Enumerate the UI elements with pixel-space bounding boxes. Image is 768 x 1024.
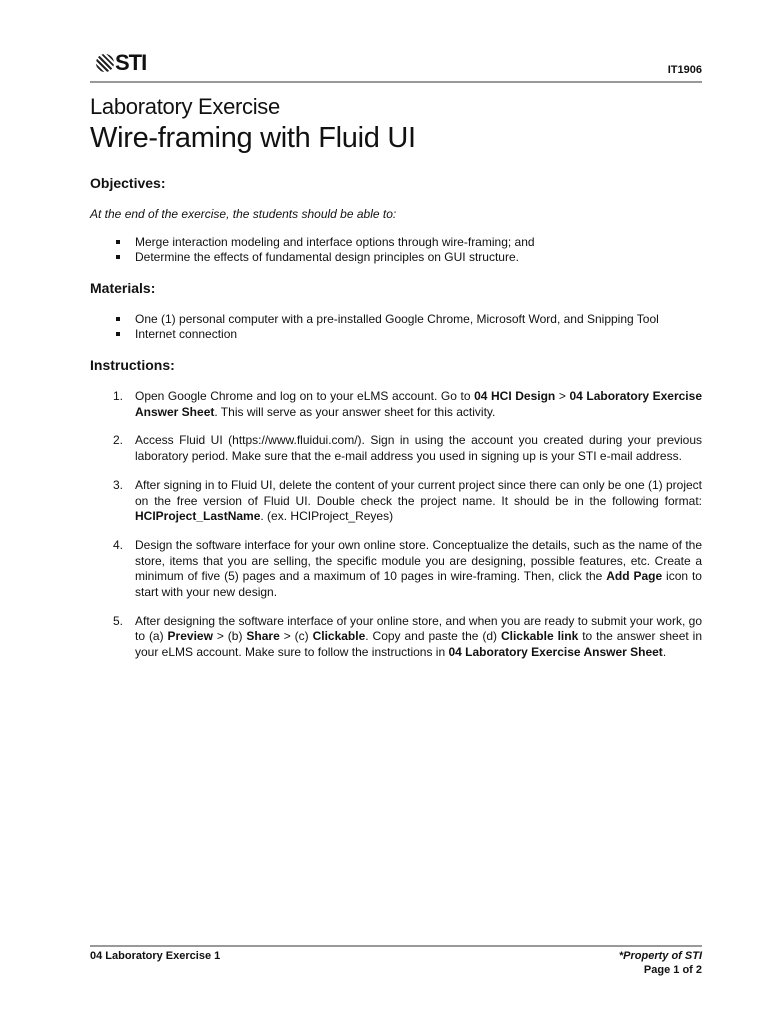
- text: After signing in to Fluid UI, delete the content of your current project since there can only be one (1) project on the free version of Fluid UI. Double check the project name. It should be in the following format:: [135, 477, 702, 508]
- bold-text: 04 HCI Design: [474, 389, 556, 403]
- bold-text: Share: [246, 629, 280, 644]
- materials-list: [116, 312, 659, 342]
- bold-text: Clickable link: [500, 629, 579, 644]
- materials-heading: Materials:: [90, 280, 156, 296]
- instructions-heading: Instructions:: [90, 357, 175, 373]
- objectives-list: [116, 235, 535, 265]
- bold-text: HCIProject_LastName: [135, 509, 261, 524]
- instruction-item: [113, 433, 702, 464]
- list-item: One (1) personal computer with a pre-installed Google Chrome, Microsoft Word, and Snipping Tool: [116, 312, 659, 327]
- course-code: IT1906: [667, 64, 702, 76]
- text: . (ex. HCIProject_Reyes): [260, 509, 394, 524]
- globe-icon: [96, 54, 114, 72]
- text: to the answer sheet in your eLMS account. Make sure to follow the instructions in: [135, 629, 703, 660]
- item-number: 4.: [113, 537, 124, 552]
- item-number: 2.: [113, 433, 124, 448]
- bold-text: Add Page: [606, 569, 663, 584]
- header-rule: [90, 81, 702, 83]
- text: Open Google Chrome and log on to your eLMS account. Go to: [135, 389, 475, 403]
- item-number: 1.: [113, 389, 124, 403]
- bold-text: Clickable: [312, 629, 366, 644]
- instruction-item: [113, 538, 702, 601]
- logo-text: STI: [115, 50, 147, 75]
- document-subtitle: Laboratory Exercise: [90, 94, 280, 119]
- list-item: Internet connection: [116, 327, 659, 342]
- item-number: 5.: [113, 613, 124, 628]
- text: . Copy and paste the (d): [365, 629, 501, 644]
- instruction-item: [113, 478, 702, 525]
- text: .: [662, 645, 667, 660]
- footer-doc-name: 04 Laboratory Exercise 1: [90, 950, 221, 962]
- text: > (b): [212, 629, 247, 644]
- list-item: Merge interaction modeling and interface options through wire-framing; and: [116, 235, 535, 250]
- document-title: Wire-framing with Fluid UI: [90, 122, 416, 154]
- instruction-item: [113, 614, 702, 661]
- footer-page-number: Page 1 of 2: [643, 964, 702, 976]
- text: Design the software interface for your own online store. Conceptualize the details, such as the name of the store, items that you are selling, the specific module you are designing, possible features, etc. Create a minimum of five (5) pages and a maximum of 10 pages in wire-framing. Then, click the: [135, 537, 702, 584]
- objectives-intro: At the end of the exercise, the students should be able to:: [90, 207, 397, 221]
- text: After designing the software interface of your online store, and when you are ready to submit your work, go to (a): [135, 613, 702, 644]
- bold-text: 04 Laboratory Exercise Answer Sheet: [448, 645, 663, 660]
- item-number: 3.: [113, 477, 124, 492]
- text: Access Fluid UI (https://www.fluidui.com/). Sign in using the account you created during your previous laboratory period. Make sure that the e-mail address you used in signing up is your STI e-mail address.: [135, 433, 702, 464]
- bold-text: Preview: [167, 629, 213, 644]
- objectives-heading: Objectives:: [90, 175, 166, 191]
- text: . This will serve as your answer sheet for this activity.: [214, 404, 496, 419]
- instructions-list: [113, 389, 702, 674]
- text: icon to start with your new design.: [135, 569, 702, 600]
- text: > (c): [279, 629, 313, 644]
- footer-property: *Property of STI: [618, 950, 702, 962]
- footer-rule: [90, 945, 702, 947]
- text: >: [555, 389, 570, 403]
- list-item: Determine the effects of fundamental design principles on GUI structure.: [116, 250, 535, 265]
- bold-text: 04 Laboratory Exercise Answer Sheet: [135, 389, 702, 419]
- sti-logo: [96, 50, 146, 76]
- instruction-item: [113, 389, 702, 420]
